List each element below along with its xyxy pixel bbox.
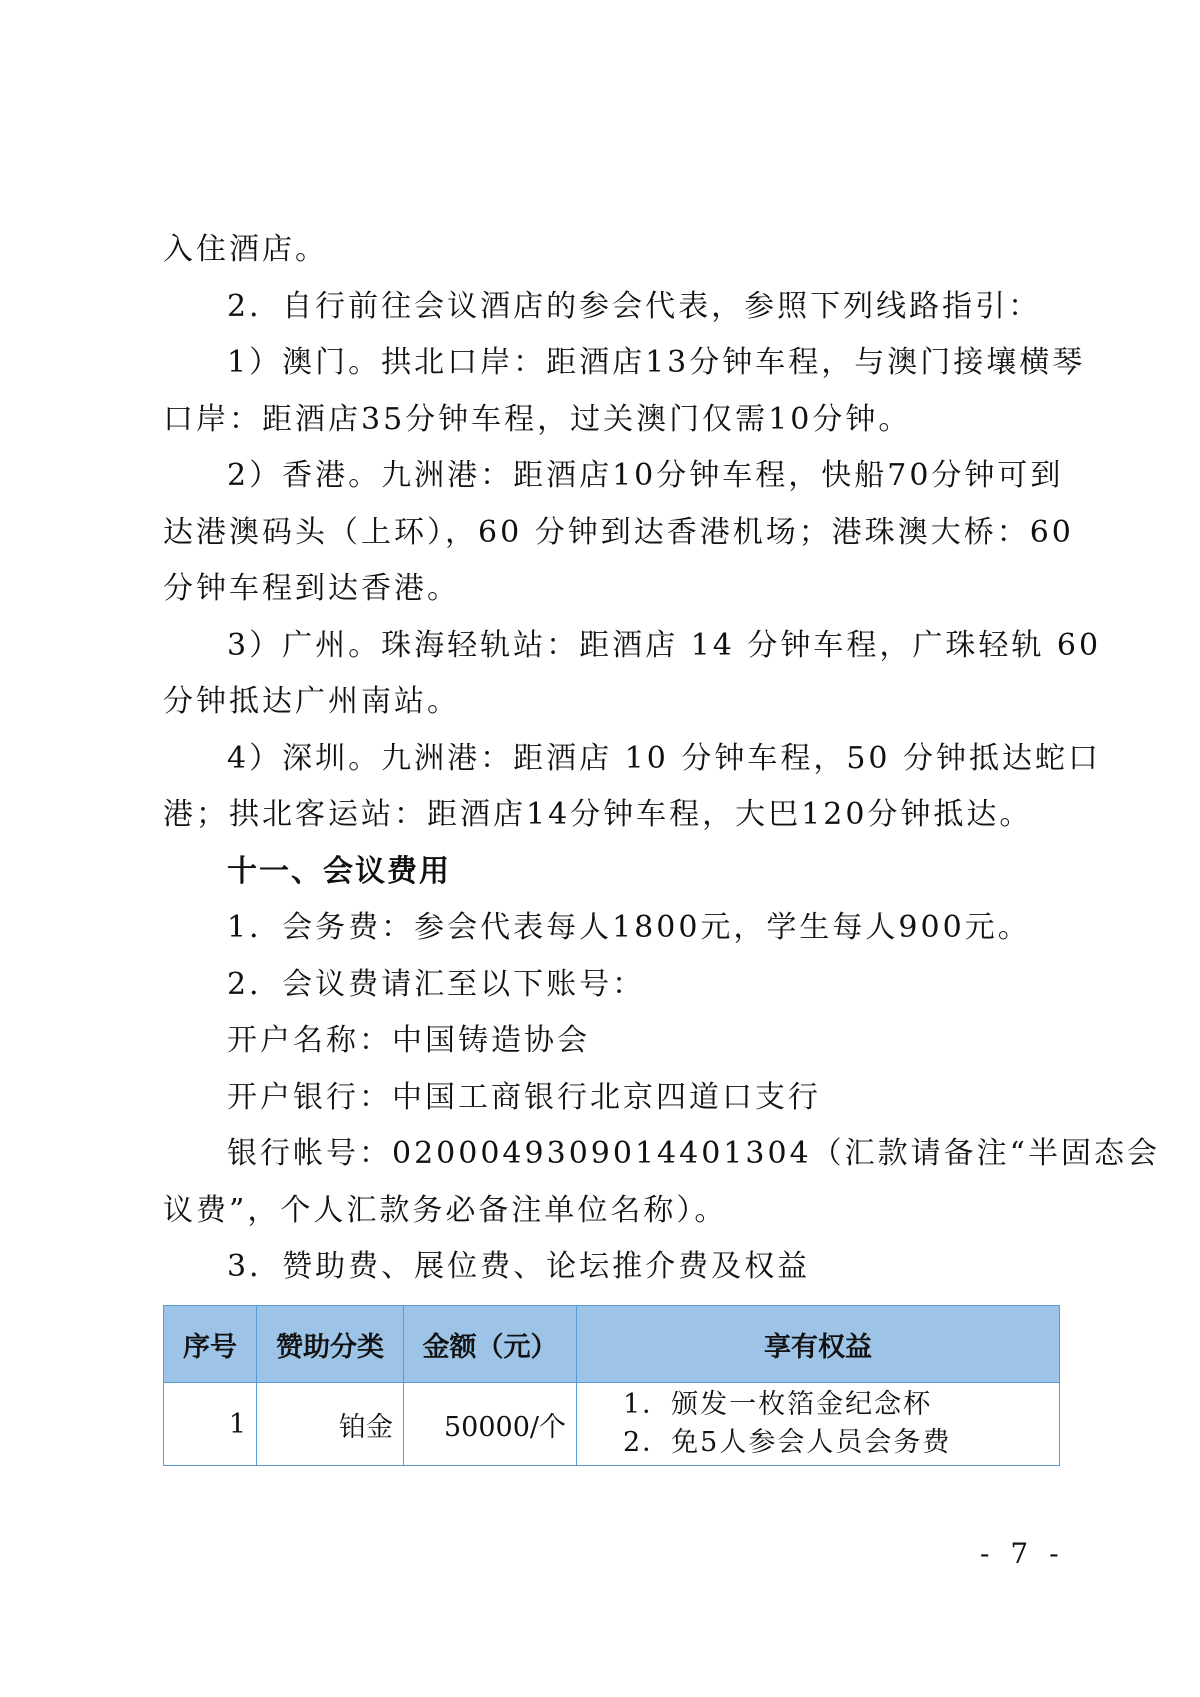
section-heading: 十一、会议费用 <box>227 853 451 889</box>
paragraph-line: 开户银行：中国工商银行北京四道口支行 <box>227 1079 821 1115</box>
paragraph-line: 银行帐号：0200049309014401304（汇款请备注“半固态会 <box>227 1136 1160 1171</box>
table-header-row <box>164 1306 1060 1383</box>
header-amount: 金额（元） <box>404 1306 577 1383</box>
paragraph-line: 3）广州。珠海轻轨站：距酒店 14 分钟车程，广珠轻轨 60 <box>227 627 1102 663</box>
paragraph-line: 议费”，个人汇款务必备注单位名称）。 <box>163 1192 728 1228</box>
header-benefits: 享有权益 <box>577 1306 1060 1383</box>
paragraph-line: 口岸：距酒店35分钟车程，过关澳门仅需10分钟。 <box>163 401 912 437</box>
cell-index: 1 <box>164 1383 257 1466</box>
sponsorship-table-container <box>163 1305 1060 1466</box>
paragraph-line: 入住酒店。 <box>163 232 328 267</box>
benefit-item: 2．免5人参会人员会务费 <box>623 1427 952 1458</box>
paragraph-line: 分钟车程到达香港。 <box>163 571 460 606</box>
paragraph-line: 开户名称：中国铸造协会 <box>227 1023 590 1058</box>
paragraph-line: 2）香港。九洲港：距酒店10分钟车程，快船70分钟可到 <box>227 458 1064 493</box>
cell-amount: 50000/个 <box>404 1383 577 1466</box>
paragraph-line: 2．会议费请汇至以下账号： <box>227 966 646 1002</box>
benefit-item: 1．颁发一枚箔金纪念杯 <box>623 1389 933 1420</box>
paragraph-line: 4）深圳。九洲港：距酒店 10 分钟车程，50 分钟抵达蛇口 <box>227 740 1102 776</box>
header-index: 序号 <box>164 1306 257 1383</box>
sponsorship-table <box>163 1305 1060 1466</box>
cell-benefits <box>577 1383 1060 1466</box>
paragraph-line: 港；拱北客运站：距酒店14分钟车程，大巴120分钟抵达。 <box>163 797 1033 832</box>
paragraph-line: 1．会务费：参会代表每人1800元，学生每人900元。 <box>227 910 1031 945</box>
paragraph-line: 3．赞助费、展位费、论坛推介费及权益 <box>227 1249 811 1284</box>
cell-category: 铂金 <box>257 1383 404 1466</box>
document-body <box>163 222 1160 1296</box>
paragraph-line: 达港澳码头（上环），60 分钟到达香港机场；港珠澳大桥：60 <box>163 514 1074 550</box>
header-category: 赞助分类 <box>257 1306 404 1383</box>
paragraph-line: 1）澳门。拱北口岸：距酒店13分钟车程，与澳门接壤横琴 <box>227 345 1086 380</box>
paragraph-line: 分钟抵达广州南站。 <box>163 684 460 719</box>
page-number: - 7 - <box>980 1537 1065 1570</box>
paragraph-line: 2．自行前往会议酒店的参会代表，参照下列线路指引： <box>227 288 1042 324</box>
table-row <box>164 1383 1060 1466</box>
